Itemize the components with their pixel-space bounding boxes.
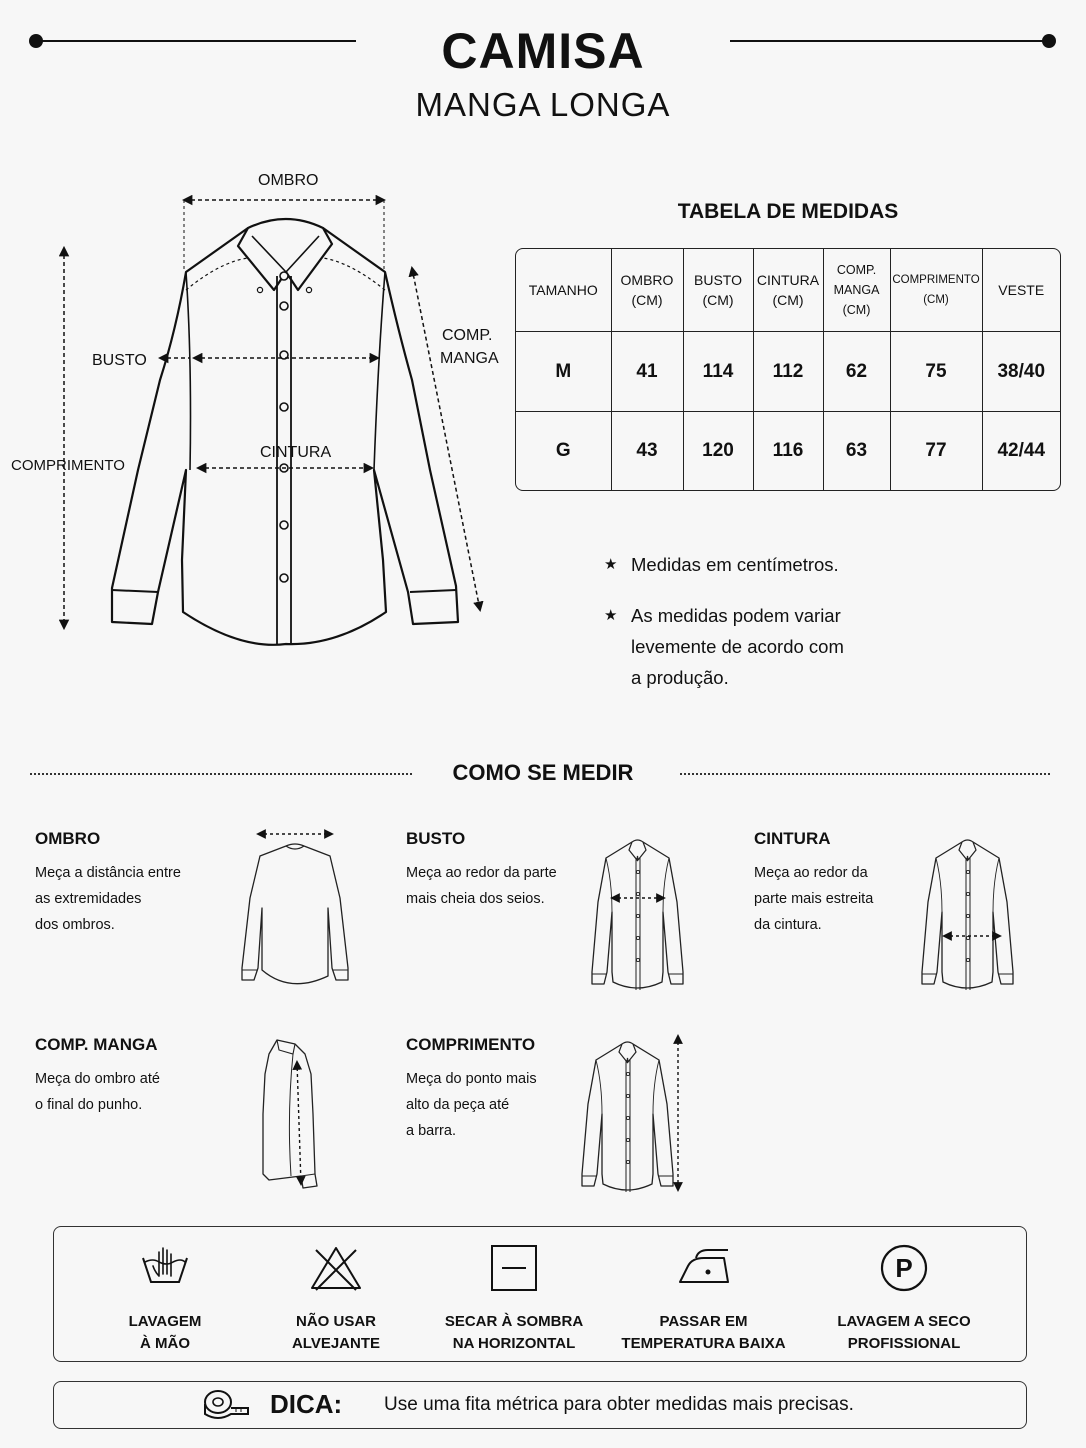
howto-title-cintura: CINTURA xyxy=(754,829,831,848)
shirt-side-sleeve-icon xyxy=(255,1034,330,1199)
page-subtitle: MANGA LONGA xyxy=(415,86,671,123)
star-icon: ★ xyxy=(604,607,618,624)
care-item-no-bleach: NÃO USAR ALVEJANTE xyxy=(266,1238,406,1355)
howto-title-comprimento: COMPRIMENTO xyxy=(406,1035,536,1054)
label-comp-manga-2: MANGA xyxy=(440,350,499,367)
header-ombro: OMBRO (CM) xyxy=(611,249,683,332)
cell-ombro: 41 xyxy=(611,332,683,411)
howto-title-comp-manga: COMP. MANGA xyxy=(35,1035,158,1054)
section-title: COMO SE MEDIR xyxy=(452,760,634,785)
no-bleach-icon xyxy=(306,1238,366,1298)
page-title: CAMISA xyxy=(441,23,645,79)
cell-cintura: 116 xyxy=(753,411,823,490)
shirt-front-comprimento-icon xyxy=(582,1030,697,1195)
cell-veste: 42/44 xyxy=(982,411,1060,490)
hand-wash-icon xyxy=(135,1238,195,1298)
shirt-front-busto-icon xyxy=(582,832,697,997)
cell-comp-manga: 63 xyxy=(823,411,890,490)
label-busto: BUSTO xyxy=(92,352,147,369)
measuring-tape-icon xyxy=(202,1388,252,1422)
cell-ombro: 43 xyxy=(611,411,683,490)
care-item-dry-clean: P LAVAGEM A SECO PROFISSIONAL xyxy=(826,1238,982,1355)
cell-comp-manga: 62 xyxy=(823,332,890,411)
header-busto: BUSTO (CM) xyxy=(683,249,753,332)
cell-busto: 114 xyxy=(683,332,753,411)
size-table-title: TABELA DE MEDIDAS xyxy=(677,200,899,223)
dry-clean-symbol: P xyxy=(895,1253,913,1283)
note-item: ★ Medidas em centímetros. xyxy=(604,549,839,580)
care-item-iron-low: PASSAR EM TEMPERATURA BAIXA xyxy=(616,1238,791,1355)
howto-desc-busto: Meça ao redor da parte mais cheia dos seios. xyxy=(406,865,557,907)
tip-text: Use uma fita métrica para obter medidas mais precisas. xyxy=(384,1394,854,1415)
dry-flat-shade-icon xyxy=(484,1238,544,1298)
header-comprimento: COMPRIMENTO (CM) xyxy=(890,249,982,332)
header-cintura: CINTURA (CM) xyxy=(753,249,823,332)
cell-veste: 38/40 xyxy=(982,332,1060,411)
iron-low-icon xyxy=(674,1238,734,1298)
header-veste: VESTE xyxy=(982,249,1060,332)
dry-clean-icon xyxy=(874,1238,934,1298)
cell-size: G xyxy=(516,411,611,490)
size-table-header-row xyxy=(516,249,1060,332)
cell-busto: 120 xyxy=(683,411,753,490)
howto-title-busto: BUSTO xyxy=(406,829,466,848)
size-table xyxy=(515,248,1061,491)
cell-comprimento: 77 xyxy=(890,411,982,490)
header-comp-manga: COMP. MANGA (CM) xyxy=(823,249,890,332)
tip-title: DICA: xyxy=(270,1389,343,1419)
howto-desc-comprimento: Meça do ponto mais alto da peça até a barra. xyxy=(406,1071,537,1139)
care-item-hand-wash: LAVAGEM À MÃO xyxy=(95,1238,235,1355)
header-tamanho: TAMANHO xyxy=(516,249,611,332)
cell-cintura: 112 xyxy=(753,332,823,411)
table-row xyxy=(516,411,1060,490)
cell-size: M xyxy=(516,332,611,411)
howto-title-ombro: OMBRO xyxy=(35,829,101,848)
table-row xyxy=(516,332,1060,411)
label-cintura: CINTURA xyxy=(260,444,332,461)
howto-desc-cintura: Meça ao redor da parte mais estreita da cintura. xyxy=(754,865,874,933)
label-ombro: OMBRO xyxy=(258,172,319,189)
care-item-dry-flat-shade: SECAR À SOMBRA NA HORIZONTAL xyxy=(434,1238,594,1355)
shirt-front-cintura-icon xyxy=(908,832,1023,997)
note-item: ★ As medidas podem variar levemente de acordo com a produção. xyxy=(604,600,844,693)
label-comprimento: COMPRIMENTO xyxy=(11,457,125,474)
shirt-back-ombro-icon xyxy=(240,828,355,998)
label-comp-manga-1: COMP. xyxy=(442,327,493,344)
star-icon: ★ xyxy=(604,556,618,573)
cell-comprimento: 75 xyxy=(890,332,982,411)
howto-desc-comp-manga: Meça do ombro até o final do punho. xyxy=(35,1071,160,1113)
howto-desc-ombro: Meça a distância entre as extremidades dos ombros. xyxy=(35,865,181,933)
